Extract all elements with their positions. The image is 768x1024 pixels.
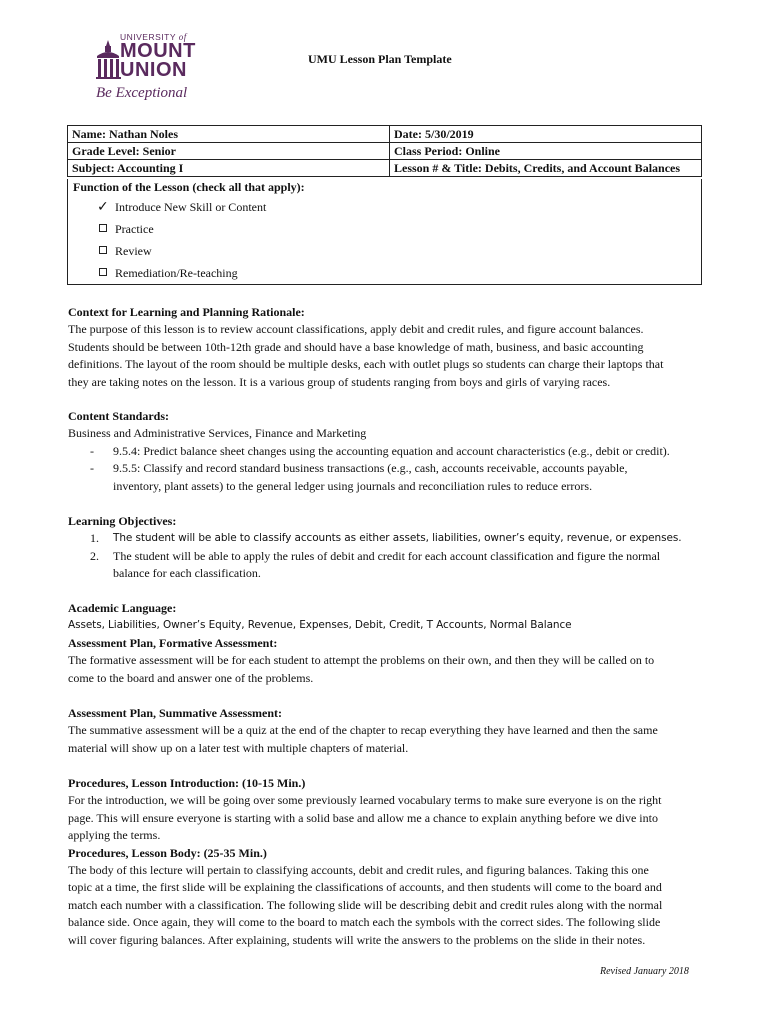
paragraph-line: The formative assessment will be for each student to attempt the problems on their own, and then they will be called on to [68,653,655,668]
paragraph-line: material will show up on a later test with multiple chapters of material. [68,740,409,755]
checkmark-icon: ✓ [97,199,109,215]
function-option-review[interactable] [97,244,152,259]
content-standards-section [68,408,704,495]
paragraph-line: applying the terms. [68,828,161,843]
list-item: - 9.5.5: Classify and record standard business transactions (e.g., cash, accounts receivable, accounts payable, inventory, plant assets) to the general ledger using journals and reconciliation rules to reduce errors. [90,461,628,493]
paragraph-line: they are taking notes on the lesson. It is a various group of students ranging from boys and girls of varying races. [68,374,611,389]
paragraph-line: Students should be between 10th-12th grade and should have a base knowledge of math, business, and basic accounting [68,339,644,354]
function-heading: Function of the Lesson (check all that apply): [73,180,305,194]
section-heading: Procedures, Lesson Introduction: (10-15 Min.) [68,776,306,790]
procedures-section [68,775,704,949]
paragraph-line: page. This will ensure everyone is starting with a solid base and allow me a chance to explain anything before we dive into [68,810,658,825]
list-item: - 9.5.4: Predict balance sheet changes using the accounting equation and account characteristics (e.g., debit or credit). [90,443,670,458]
document-title: UMU Lesson Plan Template [308,52,452,66]
table-row [68,143,702,160]
section-heading: Academic Language: [68,601,177,615]
function-option-label: Introduce New Skill or Content [115,200,267,214]
lesson-info-table [67,125,702,177]
paragraph-line: For the introduction, we will be going over some previously learned vocabulary terms to make sure everyone is on the right [68,793,662,808]
function-option-practice[interactable] [97,222,154,237]
checkbox-icon [99,224,107,232]
paragraph-line: The summative assessment will be a quiz at the end of the chapter to recap everything they have learned and then the same [68,723,658,738]
function-option-remediation[interactable] [97,266,238,281]
lesson-function-box [67,179,702,285]
lesson-title-cell: Lesson # & Title: Debits, Credits, and Account Balances [390,160,702,177]
summative-section [68,705,704,757]
section-heading: Content Standards: [68,409,170,423]
section-heading: Context for Learning and Planning Rationale: [68,305,305,319]
list-item: 2. The student will be able to apply the rules of debit and credit for each account classification and figure the normal balance for each classification. [90,548,661,581]
paragraph-line: The body of this lecture will pertain to classifying accounts, debit and credit rules, and figuring balances. Taking this one [68,863,649,878]
paragraph-line: topic at a time, the first slide will be explaining the classifications of accounts, and then students will come to the board and [68,880,662,895]
function-option-label: Review [115,244,152,258]
logo-university-text: UNIVERSITY of [120,32,187,42]
paragraph-line: come to the board and answer one of the problems. [68,670,314,685]
function-option-label: Practice [115,222,154,236]
learning-objectives-section [68,513,704,583]
checkbox-icon [99,268,107,276]
subject-cell: Subject: Accounting I [68,160,390,177]
function-option-introduce[interactable] [97,199,266,215]
grade-cell: Grade Level: Senior [68,143,390,160]
logo-union-text: UNION [120,59,187,81]
table-row [68,160,702,177]
section-heading: Learning Objectives: [68,514,177,528]
checkbox-icon [99,246,107,254]
date-cell: Date: 5/30/2019 [390,126,702,143]
paragraph-line: will cover figuring balances. After explaining, students will write the answers to the problems on the slide in their notes. [68,932,646,947]
academic-terms: Assets, Liabilities, Owner’s Equity, Revenue, Expenses, Debit, Credit, T Accounts, Normal Balance [68,619,572,632]
logo-tagline: Be Exceptional [96,85,188,101]
university-logo [90,32,210,110]
section-heading: Assessment Plan, Formative Assessment: [68,635,278,650]
paragraph-line: definitions. The layout of the room should be multiple desks, each with outlet plugs so students can charge their laptops that [68,357,664,372]
context-section [68,304,704,391]
section-heading: Procedures, Lesson Body: (25-35 Min.) [68,845,267,860]
list-item: 1. The student will be able to classify accounts as either assets, liabilities, owner’s equity, revenue, or expenses. [90,531,682,546]
logo-mount-text: MOUNT [120,40,196,62]
building-icon [94,38,122,82]
paragraph-line: The purpose of this lesson is to review account classifications, apply debit and credit rules, and figure account balances. [68,322,644,337]
name-cell: Name: Nathan Noles [68,126,390,143]
section-heading: Assessment Plan, Summative Assessment: [68,706,282,720]
standards-intro: Business and Administrative Services, Finance and Marketing [68,426,367,441]
paragraph-line: match each number with a classification. The following slide will be describing debit and credit rules along with the normal [68,897,663,912]
function-option-label: Remediation/Re-teaching [115,266,238,280]
period-cell: Class Period: Online [390,143,702,160]
academic-language-section [68,600,704,687]
table-row [68,126,702,143]
revision-footer: Revised January 2018 [600,966,689,977]
paragraph-line: balance side. Once again, they will come to the board to match each the symbols with the correct sides. The following slide [68,915,661,930]
